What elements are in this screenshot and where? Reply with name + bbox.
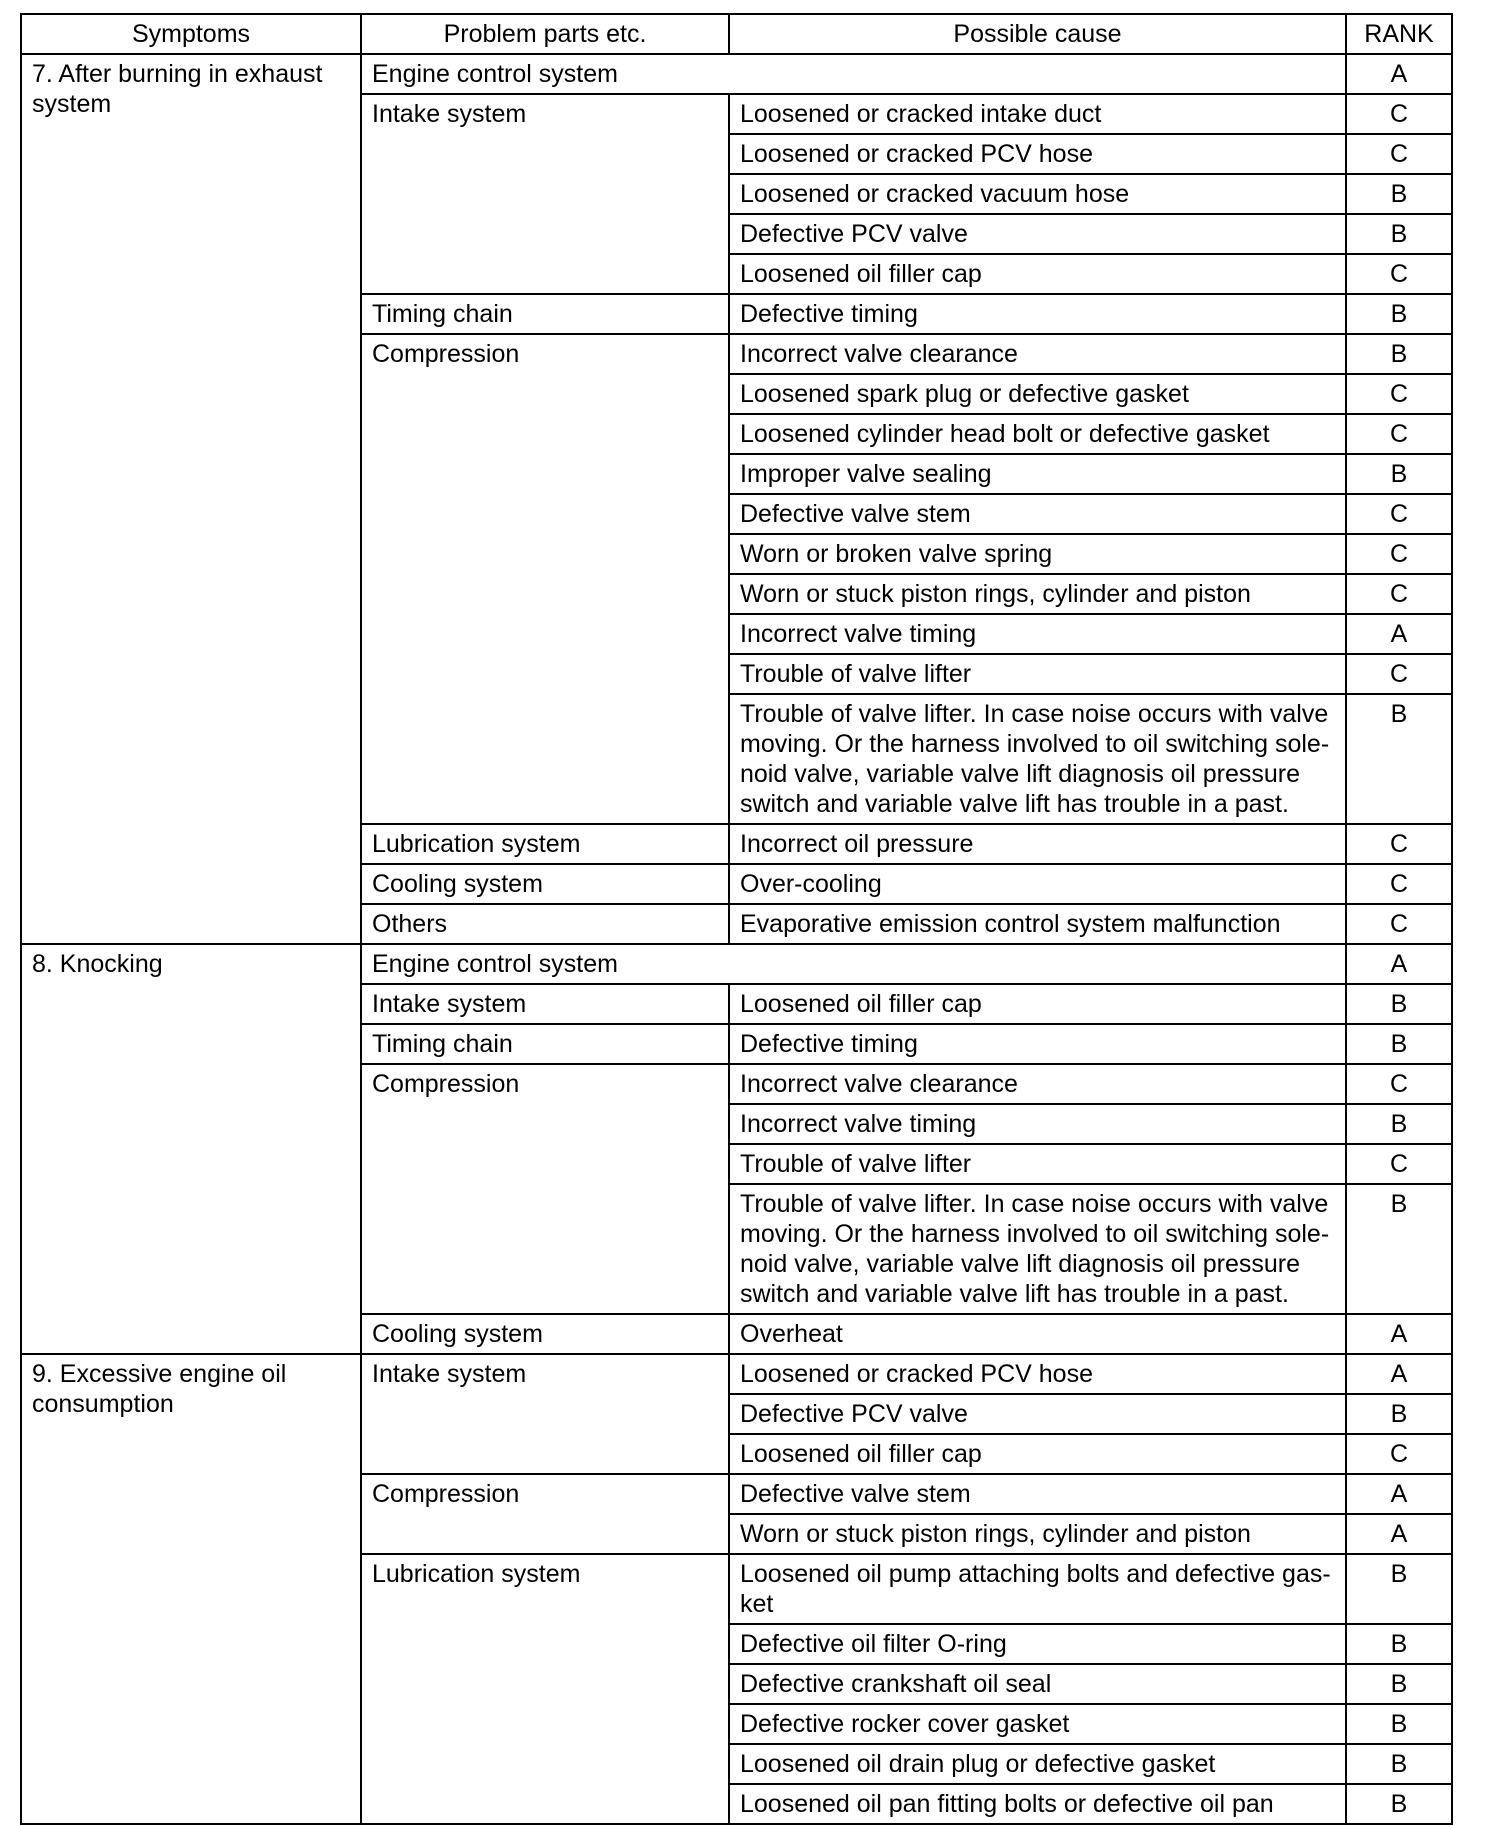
problem-part-cell: Timing chain [361, 1024, 729, 1064]
cause-cell: Defective oil filter O-ring [729, 1624, 1346, 1664]
problem-part-cell: Lubrication system [361, 1554, 729, 1824]
cause-cell: Incorrect valve clearance [729, 334, 1346, 374]
cause-cell: Defective crankshaft oil seal [729, 1664, 1346, 1704]
rank-cell: B [1346, 1784, 1452, 1824]
rank-cell: B [1346, 1184, 1452, 1314]
header-symptoms: Symptoms [21, 14, 361, 54]
cause-cell: Incorrect valve timing [729, 614, 1346, 654]
rank-cell: B [1346, 454, 1452, 494]
cause-cell: Defective valve stem [729, 1474, 1346, 1514]
rank-cell: B [1346, 1394, 1452, 1434]
cause-cell: Improper valve sealing [729, 454, 1346, 494]
cause-cell: Worn or stuck piston rings, cylinder and piston [729, 574, 1346, 614]
cause-cell: Defective rocker cover gasket [729, 1704, 1346, 1744]
header-rank: RANK [1346, 14, 1452, 54]
rank-cell: A [1346, 54, 1452, 94]
symptom-cell: 9. Excessive engine oil consumption [21, 1354, 361, 1824]
cause-cell: Incorrect valve clearance [729, 1064, 1346, 1104]
cause-cell: Loosened or cracked vacuum hose [729, 174, 1346, 214]
cause-cell: Trouble of valve lifter [729, 1144, 1346, 1184]
cause-cell: Loosened oil filler cap [729, 984, 1346, 1024]
rank-cell: C [1346, 904, 1452, 944]
rank-cell: A [1346, 1474, 1452, 1514]
rank-cell: B [1346, 1664, 1452, 1704]
rank-cell: B [1346, 214, 1452, 254]
problem-part-cell: Engine control system [361, 944, 1346, 984]
table-row [21, 1354, 1452, 1394]
problem-part-cell: Intake system [361, 1354, 729, 1474]
rank-cell: B [1346, 1554, 1452, 1624]
header-problem-parts: Problem parts etc. [361, 14, 729, 54]
cause-cell: Loosened or cracked intake duct [729, 94, 1346, 134]
cause-cell: Defective PCV valve [729, 1394, 1346, 1434]
cause-cell: Worn or broken valve spring [729, 534, 1346, 574]
troubleshooting-table [20, 13, 1453, 1825]
cause-cell: Loosened or cracked PCV hose [729, 134, 1346, 174]
cause-cell: Trouble of valve lifter [729, 654, 1346, 694]
problem-part-cell: Cooling system [361, 1314, 729, 1354]
problem-part-cell: Compression [361, 1474, 729, 1554]
header-possible-cause: Possible cause [729, 14, 1346, 54]
rank-cell: C [1346, 94, 1452, 134]
problem-part-cell: Compression [361, 1064, 729, 1314]
rank-cell: C [1346, 824, 1452, 864]
rank-cell: B [1346, 334, 1452, 374]
cause-cell: Loosened oil filler cap [729, 254, 1346, 294]
rank-cell: A [1346, 1314, 1452, 1354]
cause-cell: Loosened spark plug or defective gasket [729, 374, 1346, 414]
cause-cell: Over-cooling [729, 864, 1346, 904]
rank-cell: B [1346, 1744, 1452, 1784]
cause-cell: Loosened cylinder head bolt or defective gasket [729, 414, 1346, 454]
rank-cell: A [1346, 944, 1452, 984]
rank-cell: B [1346, 294, 1452, 334]
rank-cell: B [1346, 1104, 1452, 1144]
cause-cell: Overheat [729, 1314, 1346, 1354]
rank-cell: A [1346, 1514, 1452, 1554]
symptom-cell: 7. After burning in exhaust system [21, 54, 361, 944]
rank-cell: B [1346, 174, 1452, 214]
cause-cell: Defective valve stem [729, 494, 1346, 534]
cause-cell: Worn or stuck piston rings, cylinder and piston [729, 1514, 1346, 1554]
rank-cell: C [1346, 534, 1452, 574]
problem-part-cell: Others [361, 904, 729, 944]
rank-cell: C [1346, 374, 1452, 414]
rank-cell: C [1346, 1064, 1452, 1104]
problem-part-cell: Intake system [361, 94, 729, 294]
rank-cell: B [1346, 1704, 1452, 1744]
cause-cell: Trouble of valve lifter. In case noise occurs with valve moving. Or the harness involved to oil switching sole-noid valve, variable valve lift diagnosis oil pressure switch and variable valve lift has trouble in a past. [729, 694, 1346, 824]
cause-cell: Loosened oil pan fitting bolts or defective oil pan [729, 1784, 1346, 1824]
rank-cell: C [1346, 414, 1452, 454]
cause-cell: Incorrect oil pressure [729, 824, 1346, 864]
rank-cell: C [1346, 864, 1452, 904]
rank-cell: A [1346, 1354, 1452, 1394]
rank-cell: C [1346, 654, 1452, 694]
rank-cell: A [1346, 614, 1452, 654]
problem-part-cell: Compression [361, 334, 729, 824]
symptom-cell: 8. Knocking [21, 944, 361, 1354]
problem-part-cell: Lubrication system [361, 824, 729, 864]
problem-part-cell: Timing chain [361, 294, 729, 334]
cause-cell: Trouble of valve lifter. In case noise occurs with valve moving. Or the harness involved to oil switching sole-noid valve, variable valve lift diagnosis oil pressure switch and variable valve lift has trouble in a past. [729, 1184, 1346, 1314]
rank-cell: C [1346, 574, 1452, 614]
rank-cell: B [1346, 1024, 1452, 1064]
problem-part-cell: Engine control system [361, 54, 1346, 94]
problem-part-cell: Intake system [361, 984, 729, 1024]
cause-cell: Loosened or cracked PCV hose [729, 1354, 1346, 1394]
cause-cell: Incorrect valve timing [729, 1104, 1346, 1144]
cause-cell: Loosened oil pump attaching bolts and defective gas-ket [729, 1554, 1346, 1624]
table-row [21, 54, 1452, 94]
rank-cell: C [1346, 134, 1452, 174]
rank-cell: C [1346, 494, 1452, 534]
rank-cell: C [1346, 1144, 1452, 1184]
cause-cell: Defective timing [729, 1024, 1346, 1064]
cause-cell: Loosened oil filler cap [729, 1434, 1346, 1474]
table-header-row [21, 14, 1452, 54]
table-row [21, 944, 1452, 984]
rank-cell: C [1346, 254, 1452, 294]
rank-cell: B [1346, 694, 1452, 824]
rank-cell: B [1346, 1624, 1452, 1664]
cause-cell: Defective timing [729, 294, 1346, 334]
cause-cell: Loosened oil drain plug or defective gasket [729, 1744, 1346, 1784]
problem-part-cell: Cooling system [361, 864, 729, 904]
cause-cell: Defective PCV valve [729, 214, 1346, 254]
rank-cell: C [1346, 1434, 1452, 1474]
rank-cell: B [1346, 984, 1452, 1024]
cause-cell: Evaporative emission control system malfunction [729, 904, 1346, 944]
